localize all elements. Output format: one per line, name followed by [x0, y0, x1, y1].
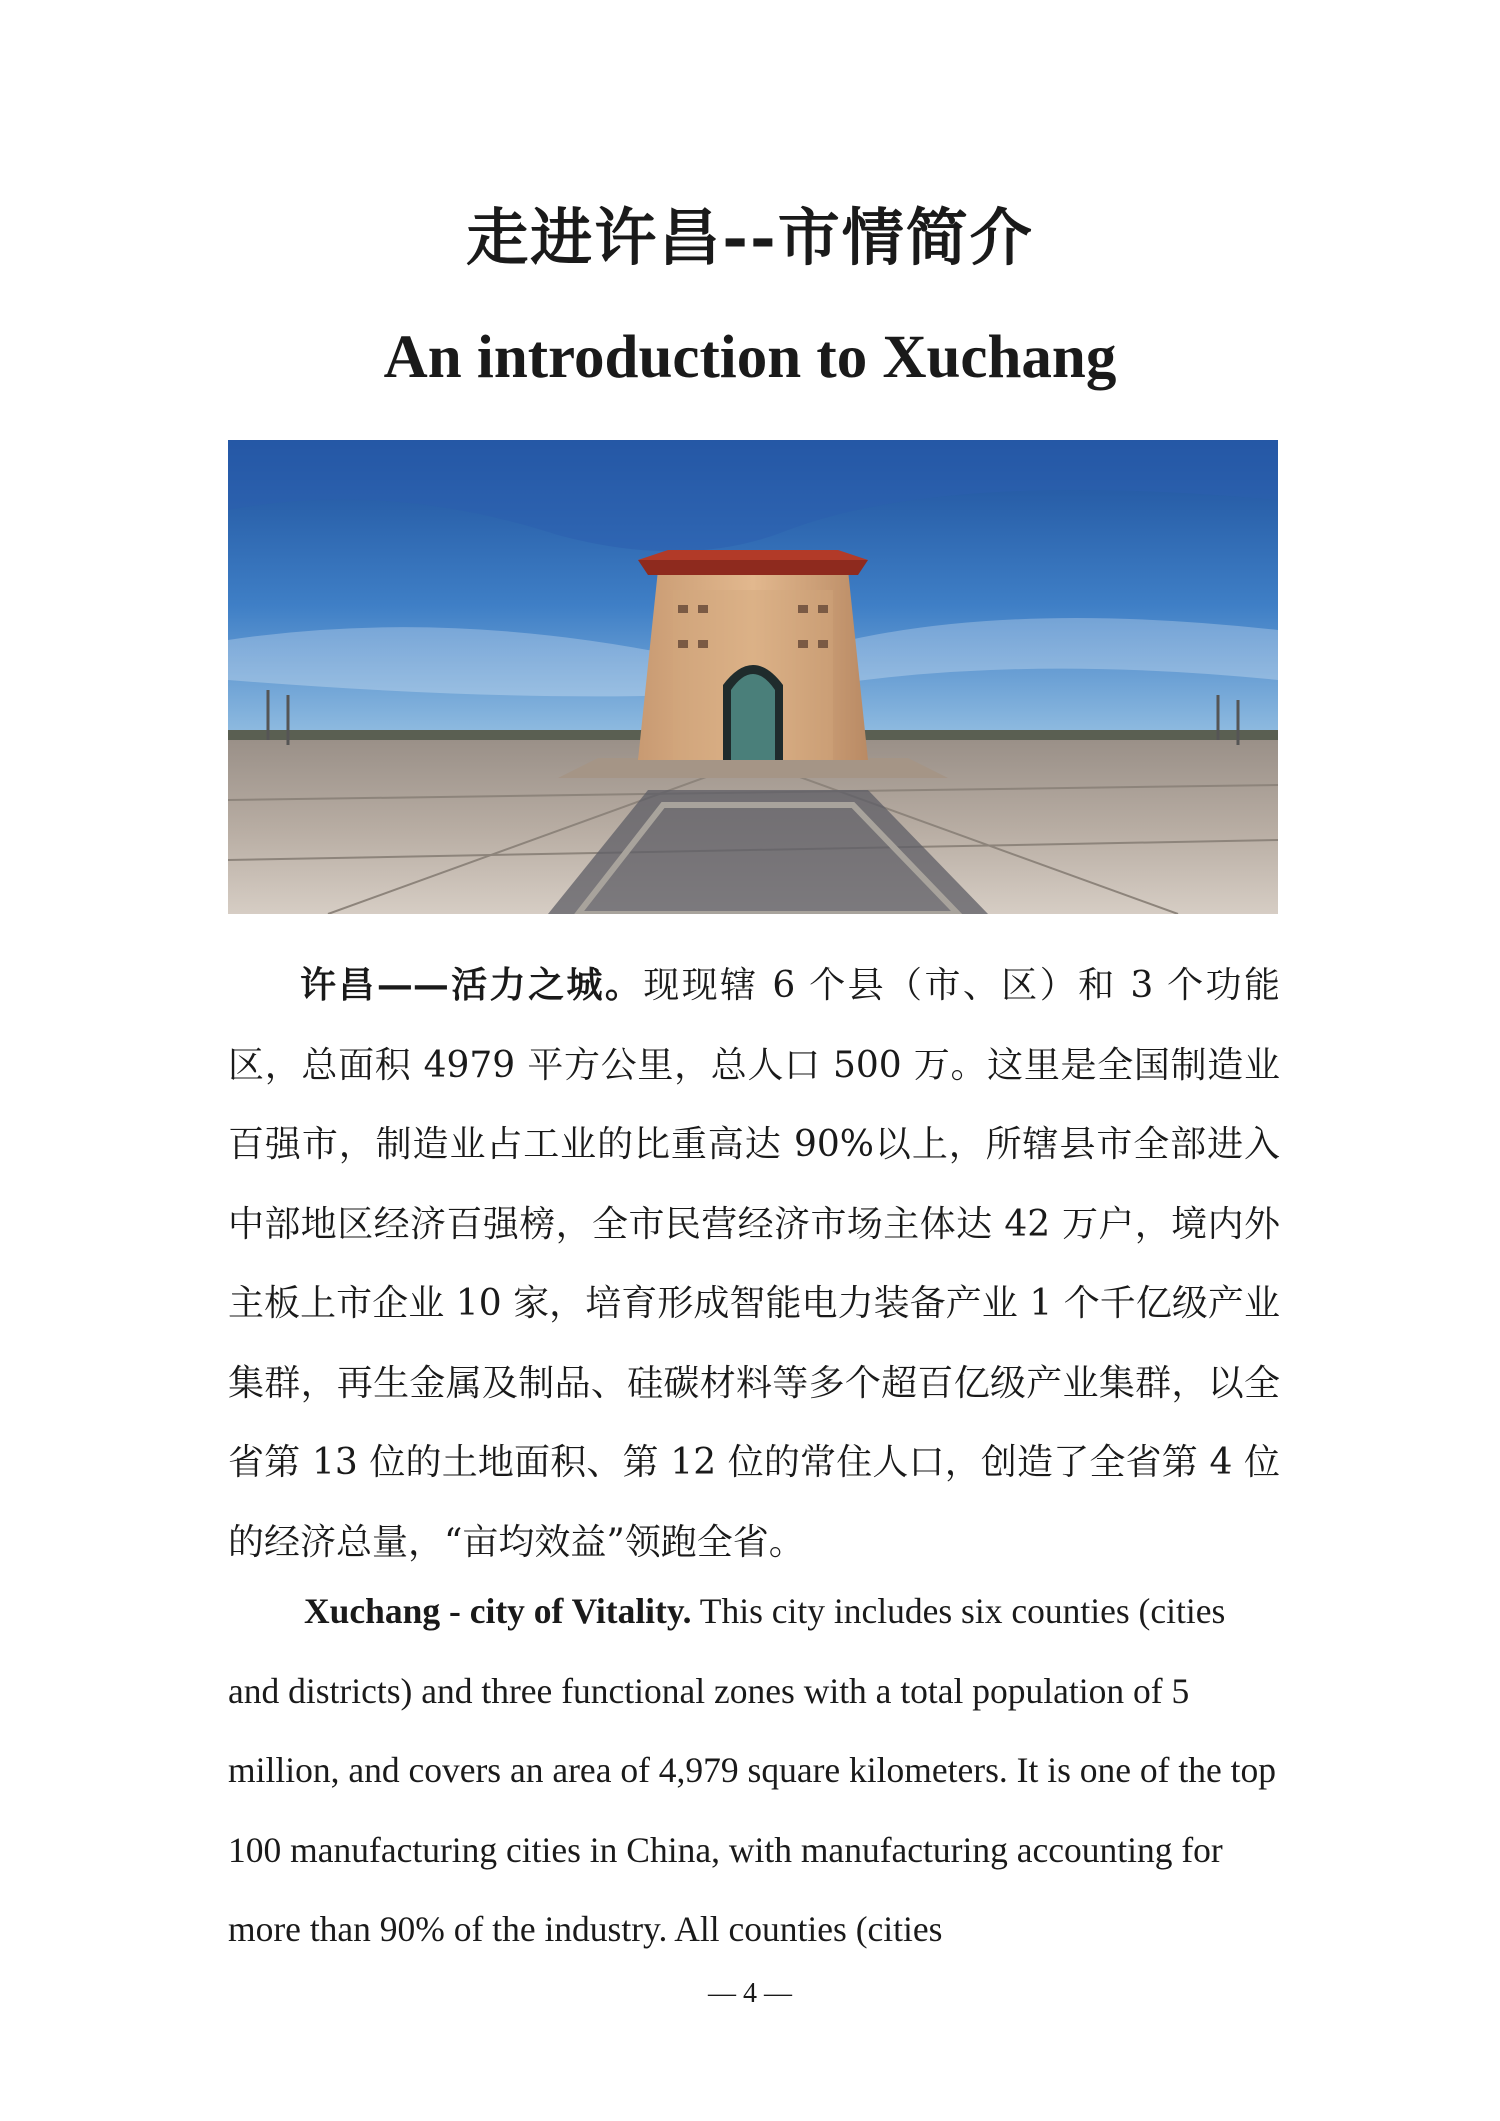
english-paragraph-lead: Xuchang - city of Vitality.	[304, 1591, 692, 1631]
chinese-paragraph-body: 现现辖 6 个县（市、区）和 3 个功能区，总面积 4979 平方公里，总人口 500 万。这里是全国制造业百强市，制造业占工业的比重高达 90%以上，所辖县市全部进入中部地区经济百强榜，全市民营经济市场主体达 42 万户，境内外主板上市企业 10 家，培育形成智能电力装备产业 1 个千亿级产业集群，再生金属及制品、硅碳材料等多个超百亿级产业集群，以全省第 13 位的土地面积、第 12 位的常住人口，创造了全省第 4 位的经济总量，“亩均效益”领跑全省。	[228, 965, 1280, 1563]
page-number: — 4 —	[708, 1978, 792, 2009]
english-paragraph	[228, 1572, 1280, 1970]
monument-building-photo	[228, 440, 1278, 914]
page-title-chinese: 走进许昌--市情简介	[466, 201, 1034, 274]
monument-photo-illustration	[228, 440, 1278, 914]
page-title-english: An introduction to Xuchang	[383, 324, 1117, 391]
english-paragraph-body: This city includes six counties (cities and districts) and three functional zones with a total population of 5 million, and covers an area of 4,979 square kilometers. It is one of the top 100 manufacturing cities in China, with manufacturing accounting for more than 90% of the industry. All counties (cities	[228, 1591, 1276, 1949]
chinese-paragraph	[228, 946, 1280, 1582]
chinese-paragraph-lead: 许昌——活力之城。	[300, 964, 644, 1006]
